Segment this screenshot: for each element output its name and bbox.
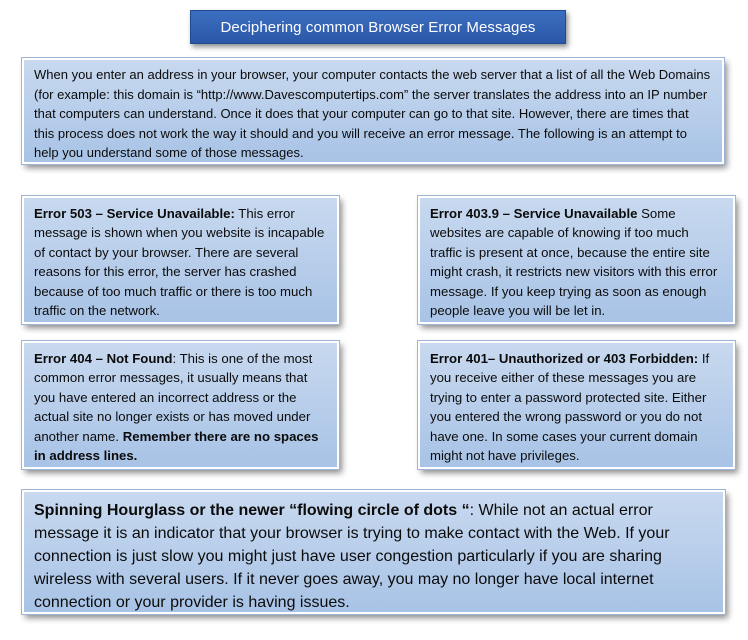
- page-title-text: Deciphering common Browser Error Messages: [220, 18, 536, 36]
- error-401-body: If you receive either of these messages you are trying to enter a password protected site. Either you entered the wrong password or you do not have one. In some cases your current domain might not have privileges.: [430, 351, 710, 464]
- error-503-body: This error message is shown when you website is incapable of contact by your browser. There are several reasons for this error, the server has crashed because of too much traffic or there is too much traffic on the network.: [34, 206, 325, 319]
- page-title: [190, 10, 566, 44]
- error-503-panel: [22, 196, 339, 324]
- error-403-9-panel: [418, 196, 735, 324]
- intro-text: When you enter an address in your browser, your computer contacts the web server that a list of all the Web Domains (for example: this domain is “http://www.Davescomputertips.com” the server translates the address into an IP number that computers can understand. Once it does that your computer can go to that site. However, there are times that this process does not work the way it should and you will receive an error message. The following is an attempt to help you understand some of those messages.: [34, 67, 711, 160]
- hourglass-heading: Spinning Hourglass or the newer “flowing circle of dots “: [34, 502, 470, 519]
- error-403-9-heading: Error 403.9 – Service Unavailable: [430, 206, 638, 221]
- error-404-heading: Error 404 – Not Found: [34, 351, 173, 366]
- error-404-panel: [22, 341, 339, 469]
- hourglass-panel: [22, 490, 725, 614]
- error-404-body: : This is one of the most common error messages, it usually means that you have entered an incorrect address or the actual site no longer exists or has moved under another name.: [34, 351, 313, 444]
- error-503-heading: Error 503 – Service Unavailable:: [34, 206, 235, 221]
- error-401-heading: Error 401– Unauthorized or 403 Forbidden:: [430, 351, 699, 366]
- error-404-note: Remember there are no spaces in address lines.: [34, 428, 319, 464]
- intro-panel: [22, 58, 724, 164]
- hourglass-body: : While not an actual error message it is an indicator that your browser is trying to make contact with the Web. If your connection is just slow you might just have user congestion particularly if you are sharing wireless with several users. If it never goes away, you may no longer have local internet connection or your provider is having issues.: [34, 502, 670, 611]
- error-403-9-body: Some websites are capable of knowing if too much traffic is present at once, because the entire site might crash, it restricts new visitors with this error message. If you keep trying as soon as enough people leave you will be let in.: [430, 206, 718, 319]
- error-401-panel: [418, 341, 735, 469]
